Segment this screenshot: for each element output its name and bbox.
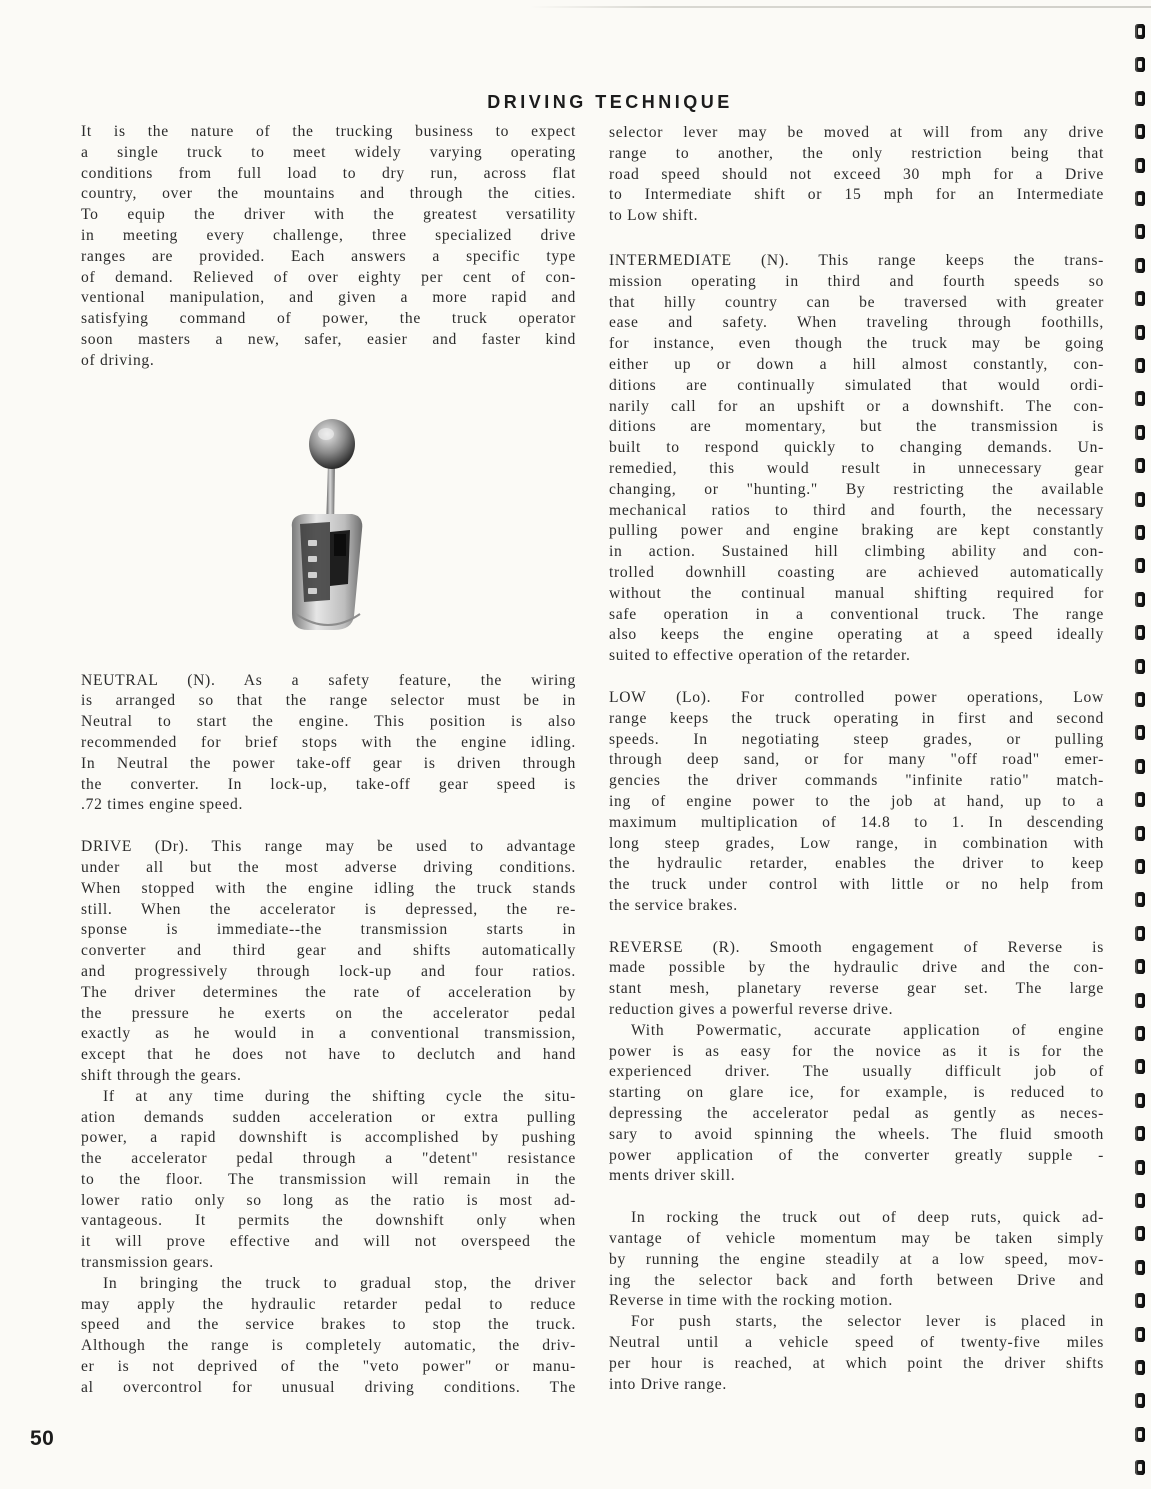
- text-line: experienced driver. The usually difficult job of: [609, 1063, 1104, 1081]
- text-line: that hilly country can be traversed with greater: [609, 293, 1104, 311]
- text-line: pulling power and engine braking are kept constantly: [609, 522, 1104, 540]
- text-line: except that he does not have to declutch and hand: [81, 1046, 576, 1064]
- binding-ring: [1135, 358, 1145, 373]
- text-line: the hydraulic retarder, enables the driver to keep: [609, 855, 1104, 873]
- binding-ring: [1135, 959, 1145, 974]
- binding-ring: [1135, 391, 1145, 406]
- downshift-paragraph: [81, 1087, 576, 1274]
- text-line: exactly as he would in a conventional transmission,: [81, 1025, 576, 1043]
- text-line: and progressively through lock-up and four ratios.: [81, 962, 576, 980]
- push-start-paragraph: [609, 1312, 1104, 1395]
- text-line: safe operation in a conventional truck. The range: [609, 605, 1104, 623]
- text-line: ease and safety. When traveling through foothills,: [609, 314, 1104, 332]
- binding-ring: [1135, 91, 1145, 106]
- text-line: transmission gears.: [81, 1254, 214, 1272]
- binding-ring: [1135, 826, 1145, 841]
- binding-ring: [1135, 659, 1145, 674]
- text-line: depressing the accelerator pedal as gently as neces-: [609, 1105, 1104, 1123]
- text-line: vantage of vehicle momentum may be taken simply: [609, 1230, 1104, 1248]
- binding-ring: [1135, 1126, 1145, 1141]
- text-line: the converter. In lock-up, take-off gear speed is: [81, 775, 576, 793]
- text-line: narily call for an upshift or a downshift. The con-: [609, 397, 1104, 415]
- binding-ring: [1135, 1460, 1145, 1475]
- text-line: power is as easy for the novice as it is for the: [609, 1042, 1104, 1060]
- text-line: INTERMEDIATE (N). This range keeps the trans-: [609, 251, 1104, 269]
- text-line: changing, or "hunting." By restricting the available: [609, 480, 1104, 498]
- text-line: selector lever may be moved at will from any drive: [609, 124, 1104, 141]
- text-line: When stopped with the engine idling the truck stands: [81, 879, 576, 897]
- text-line: In rocking the truck out of deep ruts, quick ad-: [631, 1209, 1104, 1227]
- text-line: into Drive range.: [609, 1375, 727, 1393]
- text-line: is arranged so that the range selector must be in: [81, 692, 576, 710]
- text-line: long steep grades, Low range, in combination with: [609, 834, 1104, 852]
- text-line: per hour is reached, at which point the driver shifts: [609, 1354, 1104, 1372]
- binding-ring: [1135, 625, 1145, 640]
- binding-ring: [1135, 458, 1145, 473]
- text-line: mission operating in third and fourth speeds so: [609, 272, 1104, 290]
- binding-ring: [1135, 1226, 1145, 1241]
- binding-ring: [1135, 859, 1145, 874]
- text-line: gencies the driver commands "infinite ratio" match-: [609, 772, 1104, 790]
- page-edge-line: [530, 6, 1151, 8]
- right-column: [609, 123, 1104, 1395]
- text-line: converter and third gear and shifts automatically: [81, 942, 576, 960]
- text-line: ation demands sudden acceleration or extra pulling: [81, 1108, 576, 1126]
- drive-paragraph: [81, 837, 576, 1087]
- text-line: maximum multiplication of 14.8 to 1. In descending: [609, 813, 1104, 831]
- continued-paragraph: [609, 123, 1104, 227]
- page-heading: DRIVING TECHNIQUE: [487, 92, 733, 112]
- left-column: [81, 122, 576, 1399]
- text-line: road speed should not exceed 30 mph for a Drive: [609, 165, 1104, 183]
- text-line: remedied, this would result in unnecessary gear: [609, 459, 1104, 477]
- text-line: to Low shift.: [609, 207, 699, 225]
- text-line: it will prove effective and will not overspeed the: [81, 1233, 576, 1251]
- binding-ring: [1135, 892, 1145, 907]
- text-line: In bringing the truck to gradual stop, the driver: [103, 1274, 576, 1292]
- binding-ring: [1135, 492, 1145, 507]
- text-line: for instance, even though the truck may be going: [609, 335, 1104, 353]
- text-line: lower ratio only so long as the ratio is most ad-: [81, 1191, 576, 1209]
- text-line: recommended for brief stops with the engine idling.: [81, 733, 576, 751]
- text-line: suited to effective operation of the retarder.: [609, 647, 911, 665]
- text-line: the truck under control with little or no help from: [609, 876, 1104, 894]
- text-line: er is not deprived of the "veto power" or manu-: [81, 1358, 576, 1376]
- text-line: Although the range is completely automatic, the driv-: [81, 1337, 576, 1355]
- binding-ring: [1135, 759, 1145, 774]
- text-line: With Powermatic, accurate application of engine: [631, 1021, 1104, 1039]
- binding-ring: [1135, 558, 1145, 573]
- text-line: the service brakes.: [609, 896, 738, 914]
- binding-ring: [1135, 224, 1145, 239]
- binding-ring: [1135, 1093, 1145, 1108]
- text-line: Reverse in time with the rocking motion.: [609, 1292, 893, 1310]
- binding-ring: [1135, 525, 1145, 540]
- text-line: under all but the most adverse driving conditions.: [81, 858, 576, 876]
- text-line: country, over the mountains and through the cities.: [81, 185, 576, 203]
- text-line: Neutral to start the engine. This position is also: [81, 713, 576, 731]
- binding-ring: [1135, 1293, 1145, 1308]
- text-line: To equip the driver with the greatest versatility: [81, 206, 576, 224]
- binding-ring: [1135, 692, 1145, 707]
- reverse-paragraph: [609, 938, 1104, 1021]
- text-line: In Neutral the power take-off gear is driven through: [81, 754, 576, 772]
- text-line: ing the selector back and forth between Drive and: [609, 1271, 1104, 1289]
- text-line: vantageous. It permits the downshift only when: [81, 1212, 576, 1230]
- text-line: in action. Sustained hill climbing ability and con-: [609, 543, 1104, 561]
- text-line: without the continual manual shifting required for: [609, 584, 1104, 602]
- text-line: It is the nature of the trucking business to expect: [81, 123, 576, 140]
- text-line: speed and the service brakes to stop the truck.: [81, 1316, 576, 1334]
- binding-ring: [1135, 291, 1145, 306]
- page-number: 50: [30, 1427, 55, 1450]
- binding-ring: [1135, 1327, 1145, 1342]
- text-line: satisfying command of power, the truck operator: [81, 310, 576, 328]
- text-line: al overcontrol for unusual driving conditions. The: [81, 1378, 576, 1396]
- binding-ring: [1135, 24, 1145, 39]
- text-line: sponse is immediate--the transmission starts in: [81, 921, 576, 939]
- text-line: range keeps the truck operating in first and second: [609, 709, 1104, 727]
- text-line: ventional manipulation, and given a more rapid and: [81, 289, 576, 307]
- binding-ring: [1135, 325, 1145, 340]
- binding-ring: [1135, 725, 1145, 740]
- text-line: by running the engine steadily at a low speed, mov-: [609, 1250, 1104, 1268]
- binding-ring: [1135, 1360, 1145, 1375]
- text-line: NEUTRAL (N). As a safety feature, the wiring: [81, 671, 576, 689]
- text-line: power application of the converter greatly supple -: [609, 1146, 1104, 1164]
- text-line: speeds. In negotiating steep grades, or pulling: [609, 730, 1104, 748]
- binding-ring: [1135, 191, 1145, 206]
- binding-ring: [1135, 1393, 1145, 1408]
- text-line: Neutral until a vehicle speed of twenty-five miles: [609, 1334, 1104, 1352]
- text-line: ditions are continually simulated that would ordi-: [609, 376, 1104, 394]
- text-line: stant mesh, planetary reverse gear set. The large: [609, 980, 1104, 998]
- stop-paragraph: [81, 1274, 576, 1399]
- neutral-paragraph: [81, 671, 576, 817]
- binding-ring: [1135, 1427, 1145, 1442]
- binding-ring: [1135, 1160, 1145, 1175]
- text-line: REVERSE (R). Smooth engagement of Reverse is: [609, 938, 1104, 956]
- text-line: in meeting every challenge, three specialized drive: [81, 226, 576, 244]
- text-line: through deep sand, or for many "off road" emer-: [609, 751, 1104, 769]
- text-line: ditions are momentary, but the transmission is: [609, 418, 1104, 436]
- text-line: DRIVE (Dr). This range may be used to advantage: [81, 838, 576, 856]
- text-line: trolled downhill coasting are achieved automatically: [609, 563, 1104, 581]
- text-line: sary to avoid spinning the wheels. The fluid smooth: [609, 1125, 1104, 1143]
- text-line: LOW (Lo). For controlled power operations, Low: [609, 688, 1104, 706]
- binding-ring: [1135, 1260, 1145, 1275]
- text-line: of driving.: [81, 351, 155, 369]
- binding-ring: [1135, 1193, 1145, 1208]
- gear-selector-lever-icon: [268, 410, 388, 636]
- text-line: reduction gives a powerful reverse drive.: [609, 1001, 894, 1019]
- text-line: If at any time during the shifting cycle the situ-: [103, 1087, 576, 1105]
- binding-ring: [1135, 993, 1145, 1008]
- text-line: ing of engine power to the job at hand, up to a: [609, 792, 1104, 810]
- rocking-paragraph: [609, 1208, 1104, 1312]
- text-line: may apply the hydraulic retarder pedal to reduce: [81, 1295, 576, 1313]
- binding-ring: [1135, 258, 1145, 273]
- text-line: ments driver skill.: [609, 1167, 736, 1185]
- binding-ring: [1135, 592, 1145, 607]
- low-paragraph: [609, 688, 1104, 917]
- binding-ring: [1135, 158, 1145, 173]
- text-line: shift through the gears.: [81, 1066, 242, 1084]
- text-line: of demand. Relieved of over eighty per cent of con-: [81, 268, 576, 286]
- powermatic-paragraph: [609, 1021, 1104, 1187]
- text-line: the pressure he exerts on the accelerator pedal: [81, 1004, 576, 1022]
- binding-ring: [1135, 1026, 1145, 1041]
- text-line: to the floor. The transmission will remain in the: [81, 1170, 576, 1188]
- binding-ring: [1135, 425, 1145, 440]
- text-line: made possible by the hydraulic drive and the con-: [609, 959, 1104, 977]
- spiral-binding: [1129, 12, 1151, 1489]
- text-line: either up or down a hill almost constantly, con-: [609, 355, 1104, 373]
- text-line: For push starts, the selector lever is placed in: [631, 1313, 1104, 1331]
- text-line: to Intermediate shift or 15 mph for an Intermediate: [609, 186, 1104, 204]
- text-line: also keeps the engine operating at a speed ideally: [609, 626, 1104, 644]
- text-line: still. When the accelerator is depressed, the re-: [81, 900, 576, 918]
- text-line: conditions from full load to dry run, across flat: [81, 164, 576, 182]
- text-line: power, a rapid downshift is accomplished by pushing: [81, 1129, 576, 1147]
- text-line: soon masters a new, safer, easier and faster kind: [81, 330, 576, 348]
- text-line: The driver determines the rate of acceleration by: [81, 983, 576, 1001]
- text-line: a single truck to meet widely varying operating: [81, 143, 576, 161]
- text-line: mechanical ratios to third and fourth, the necessary: [609, 501, 1104, 519]
- binding-ring: [1135, 57, 1145, 72]
- binding-ring: [1135, 792, 1145, 807]
- text-line: ranges are provided. Each answers a specific type: [81, 247, 576, 265]
- intro-paragraph: [81, 122, 576, 372]
- text-line: the accelerator pedal through a "detent" resistance: [81, 1150, 576, 1168]
- text-line: .72 times engine speed.: [81, 796, 244, 814]
- text-line: starting on glare ice, for example, is reduced to: [609, 1084, 1104, 1102]
- intermediate-paragraph: [609, 251, 1104, 667]
- text-line: range to another, the only restriction being that: [609, 144, 1104, 162]
- text-line: built to respond quickly to changing demands. Un-: [609, 439, 1104, 457]
- binding-ring: [1135, 124, 1145, 139]
- binding-ring: [1135, 1059, 1145, 1074]
- binding-ring: [1135, 926, 1145, 941]
